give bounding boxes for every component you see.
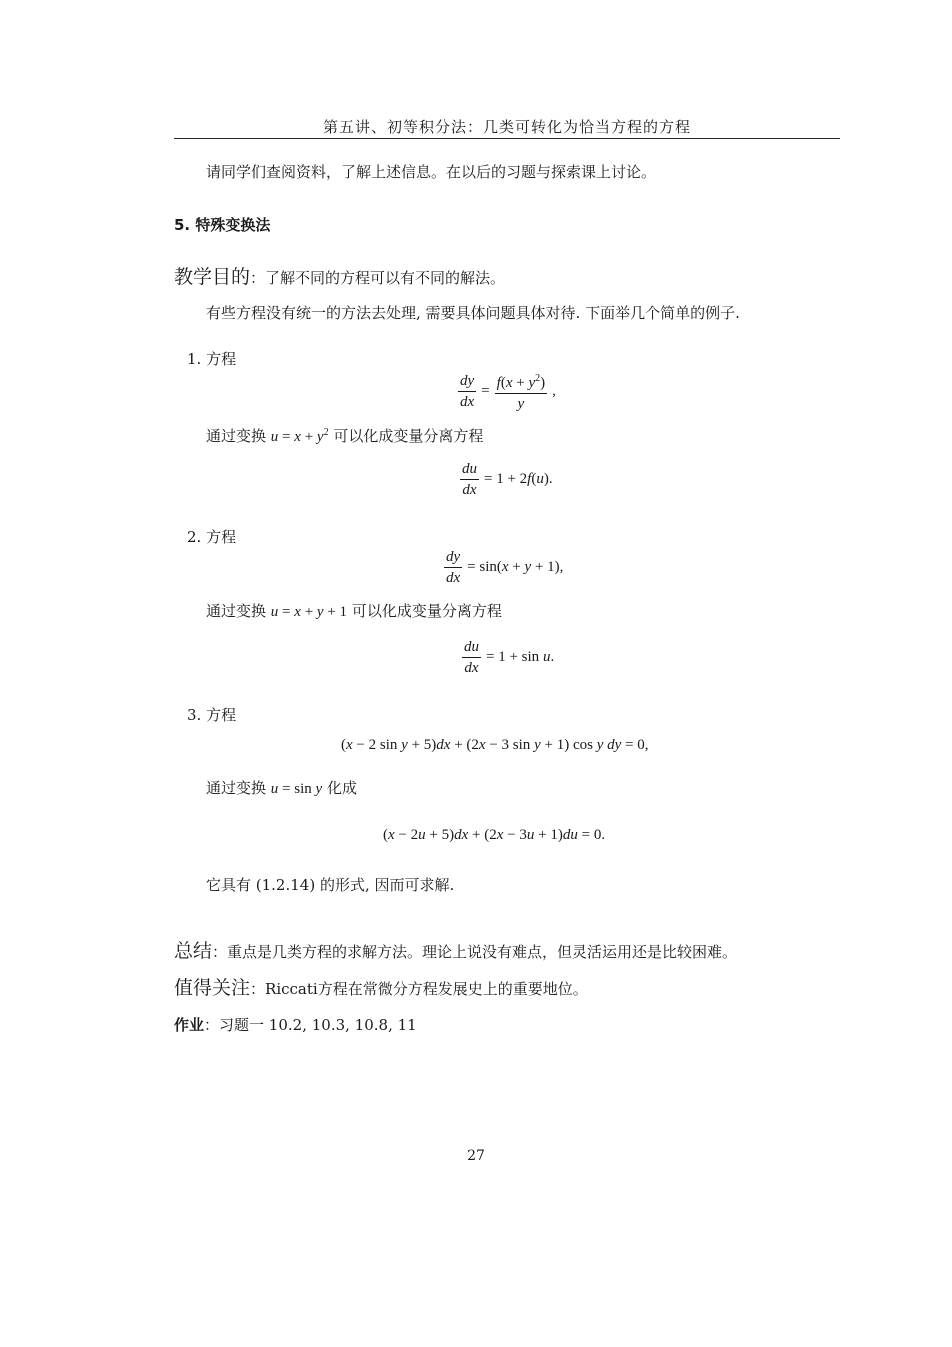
objective-label: 教学目的 bbox=[174, 266, 251, 288]
item-2-transform-prefix: 通过变换 bbox=[206, 602, 267, 620]
section-heading bbox=[174, 214, 270, 235]
item-2-heading bbox=[187, 526, 236, 547]
item-2-number: 2. bbox=[187, 528, 202, 546]
item-1-label: 方程 bbox=[206, 350, 237, 368]
item-3-transform bbox=[206, 778, 357, 799]
transform-1-formula: $u = x + y^2$ bbox=[270, 427, 329, 445]
item-1-number: 1. bbox=[187, 350, 202, 368]
intro-paragraph: 请同学们查阅资料，了解上述信息。在以后的习题与探索课上讨论。 bbox=[206, 163, 657, 181]
equation-1-transformed: $\frac{du}{dx}$ = 1 + 2f(u). bbox=[462, 461, 553, 498]
note-line bbox=[174, 973, 588, 1000]
equation-2: $\frac{dy}{dx}$ = sin(x + y + 1), bbox=[446, 549, 564, 586]
item-3-number: 3. bbox=[187, 706, 202, 724]
running-header: 第五讲、初等积分法：几类可转化为恰当方程的方程 bbox=[322, 118, 691, 136]
item-1-transform-suffix: 可以化成变量分离方程 bbox=[333, 427, 484, 445]
equation-1: $\frac{dy}{dx}$ = $\frac{f(x + y^2)}{y}$ , bbox=[458, 370, 556, 413]
objective-text: 了解不同的方程可以有不同的解法。 bbox=[265, 269, 506, 287]
item-3-label: 方程 bbox=[206, 706, 237, 724]
header-rule bbox=[174, 138, 840, 139]
item-3-transform-suffix: 化成 bbox=[326, 779, 357, 797]
note-colon: ： bbox=[250, 980, 266, 998]
equation-3: (x − 2 sin y + 5)dx + (2x − 3 sin y + 1) cos y dy = 0, bbox=[341, 737, 649, 753]
conclusion-line: 它具有 (1.2.14) 的形式, 因而可求解. bbox=[206, 876, 455, 894]
item-3-transform-prefix: 通过变换 bbox=[206, 779, 267, 797]
item-1-transform bbox=[206, 423, 483, 447]
item-1-transform-prefix: 通过变换 bbox=[206, 427, 267, 445]
homework-text: 习题一 10.2, 10.3, 10.8, 11 bbox=[219, 1016, 417, 1034]
objective-line bbox=[174, 262, 505, 289]
item-2-label: 方程 bbox=[206, 528, 237, 546]
homework-line bbox=[174, 1014, 417, 1035]
section-number: 5. bbox=[174, 216, 191, 234]
page-number: 27 bbox=[467, 1148, 485, 1164]
lead-paragraph: 有些方程没有统一的方法去处理, 需要具体问题具体对待. 下面举几个简单的例子. bbox=[206, 304, 740, 322]
summary-colon: ： bbox=[212, 943, 228, 961]
transform-3-formula: u = sin y bbox=[270, 781, 323, 797]
homework-label: 作业 bbox=[174, 1016, 205, 1034]
homework-colon: ： bbox=[204, 1016, 220, 1034]
item-2-transform-suffix: 可以化成变量分离方程 bbox=[351, 602, 502, 620]
section-title: 特殊变换法 bbox=[195, 216, 271, 234]
note-label: 值得关注 bbox=[174, 977, 251, 999]
equation-3-transformed: (x − 2u + 5)dx + (2x − 3u + 1)du = 0. bbox=[383, 827, 606, 843]
summary-text: 重点是几类方程的求解方法。理论上说没有难点，但灵活运用还是比较困难。 bbox=[227, 943, 738, 961]
item-2-transform bbox=[206, 601, 502, 622]
item-1-heading bbox=[187, 348, 236, 369]
equation-2-transformed: $\frac{du}{dx}$ = 1 + sin u. bbox=[464, 639, 555, 676]
summary-label: 总结 bbox=[174, 940, 213, 962]
objective-colon: ： bbox=[250, 269, 266, 287]
note-text: Riccati方程在常微分方程发展史上的重要地位。 bbox=[265, 980, 588, 998]
summary-line bbox=[174, 936, 737, 963]
transform-2-formula: u = x + y + 1 bbox=[270, 604, 348, 620]
item-3-heading bbox=[187, 704, 236, 725]
